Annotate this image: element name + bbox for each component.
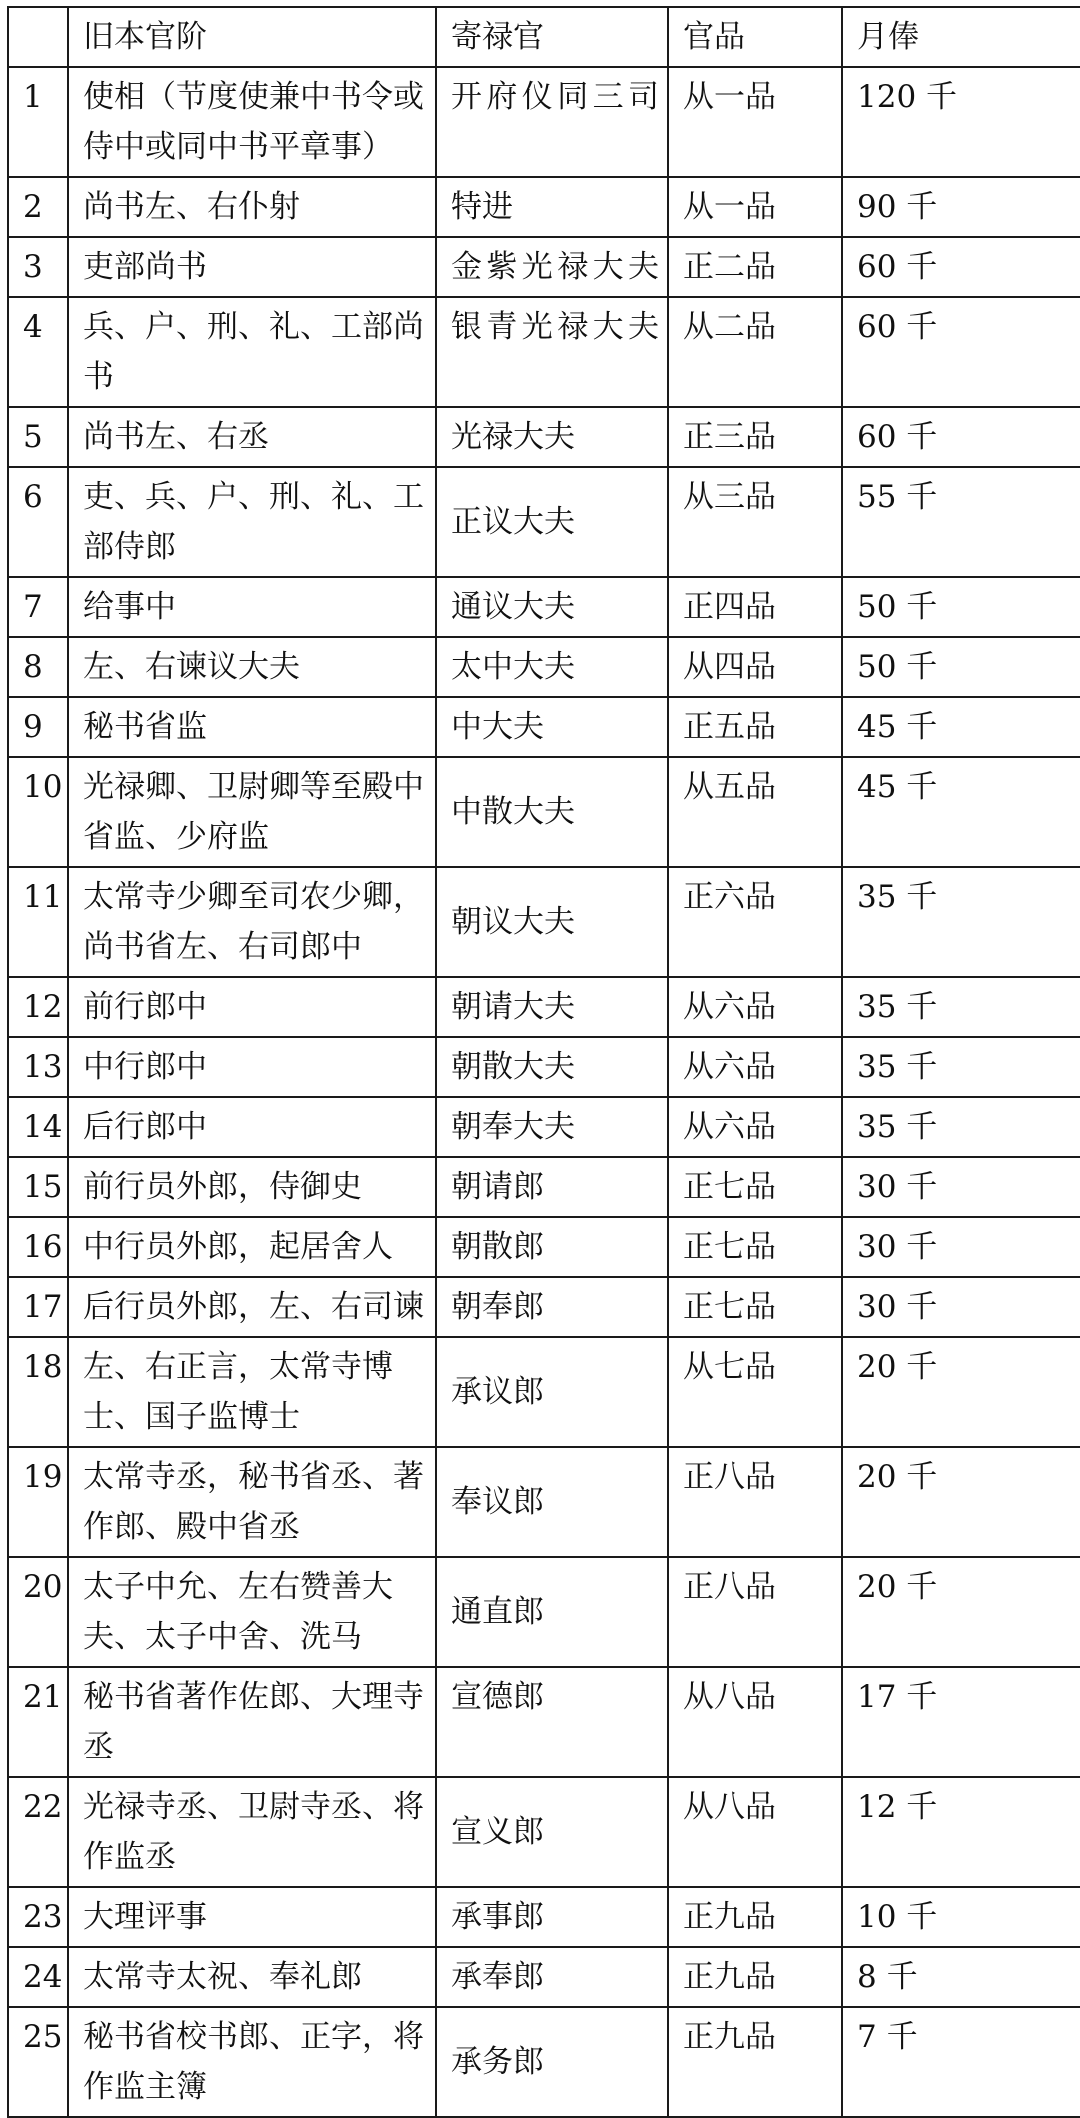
row-index: 16 xyxy=(8,1217,68,1277)
title-cell: 通议大夫 xyxy=(436,577,668,637)
table-row xyxy=(8,1777,1080,1887)
grade-cell: 正三品 xyxy=(668,407,842,467)
table-row xyxy=(8,67,1080,177)
grade-cell: 从五品 xyxy=(668,757,842,867)
title-cell: 通直郎 xyxy=(436,1557,668,1667)
grade-cell: 正八品 xyxy=(668,1557,842,1667)
old-rank-cell: 尚书左、右仆射 xyxy=(68,177,436,237)
table-row xyxy=(8,757,1080,867)
grade-cell: 正六品 xyxy=(668,867,842,977)
title-cell: 宣德郎 xyxy=(436,1667,668,1777)
grade-cell: 从八品 xyxy=(668,1667,842,1777)
table-row xyxy=(8,867,1080,977)
row-index: 23 xyxy=(8,1887,68,1947)
title-cell: 朝奉郎 xyxy=(436,1277,668,1337)
grade-cell: 从二品 xyxy=(668,297,842,407)
officials-table xyxy=(7,6,1080,2118)
table-row xyxy=(8,697,1080,757)
title-cell: 承事郎 xyxy=(436,1887,668,1947)
row-index: 8 xyxy=(8,637,68,697)
old-rank-cell: 左、右正言，太常寺博士、国子监博士 xyxy=(68,1337,436,1447)
old-rank-cell: 吏部尚书 xyxy=(68,237,436,297)
grade-cell: 正九品 xyxy=(668,1947,842,2007)
table-row xyxy=(8,1887,1080,1947)
old-rank-cell: 太常寺丞，秘书省丞、著作郎、殿中省丞 xyxy=(68,1447,436,1557)
salary-cell: 30 千 xyxy=(842,1277,1080,1337)
table-row xyxy=(8,177,1080,237)
title-cell: 太中大夫 xyxy=(436,637,668,697)
old-rank-cell: 吏、兵、户、刑、礼、工部侍郎 xyxy=(68,467,436,577)
table-row xyxy=(8,1447,1080,1557)
title-cell: 宣义郎 xyxy=(436,1777,668,1887)
header-old-rank: 旧本官阶 xyxy=(68,7,436,67)
title-cell: 朝散大夫 xyxy=(436,1037,668,1097)
old-rank-cell: 太常寺少卿至司农少卿，尚书省左、右司郎中 xyxy=(68,867,436,977)
grade-cell: 正七品 xyxy=(668,1217,842,1277)
grade-cell: 从三品 xyxy=(668,467,842,577)
grade-cell: 正九品 xyxy=(668,1887,842,1947)
grade-cell: 从六品 xyxy=(668,1097,842,1157)
salary-cell: 60 千 xyxy=(842,297,1080,407)
table-row xyxy=(8,1037,1080,1097)
grade-cell: 正五品 xyxy=(668,697,842,757)
salary-cell: 12 千 xyxy=(842,1777,1080,1887)
table-row xyxy=(8,407,1080,467)
header-salary: 月俸 xyxy=(842,7,1080,67)
old-rank-cell: 大理评事 xyxy=(68,1887,436,1947)
title-cell: 朝议大夫 xyxy=(436,867,668,977)
salary-cell: 8 千 xyxy=(842,1947,1080,2007)
old-rank-cell: 给事中 xyxy=(68,577,436,637)
table-row xyxy=(8,237,1080,297)
table-row xyxy=(8,1947,1080,2007)
old-rank-cell: 尚书左、右丞 xyxy=(68,407,436,467)
salary-cell: 60 千 xyxy=(842,237,1080,297)
table-row xyxy=(8,467,1080,577)
old-rank-cell: 前行郎中 xyxy=(68,977,436,1037)
salary-cell: 30 千 xyxy=(842,1157,1080,1217)
table-row xyxy=(8,1217,1080,1277)
table-row xyxy=(8,1157,1080,1217)
table-row xyxy=(8,577,1080,637)
salary-cell: 30 千 xyxy=(842,1217,1080,1277)
row-index: 15 xyxy=(8,1157,68,1217)
old-rank-cell: 光禄寺丞、卫尉寺丞、将作监丞 xyxy=(68,1777,436,1887)
header-index xyxy=(8,7,68,67)
row-index: 5 xyxy=(8,407,68,467)
old-rank-cell: 中行郎中 xyxy=(68,1037,436,1097)
row-index: 17 xyxy=(8,1277,68,1337)
grade-cell: 从七品 xyxy=(668,1337,842,1447)
row-index: 22 xyxy=(8,1777,68,1887)
title-cell: 朝请郎 xyxy=(436,1157,668,1217)
salary-cell: 35 千 xyxy=(842,977,1080,1037)
table-row xyxy=(8,977,1080,1037)
title-cell: 正议大夫 xyxy=(436,467,668,577)
row-index: 10 xyxy=(8,757,68,867)
title-cell: 朝散郎 xyxy=(436,1217,668,1277)
grade-cell: 正四品 xyxy=(668,577,842,637)
old-rank-cell: 太子中允、左右赞善大夫、太子中舍、洗马 xyxy=(68,1557,436,1667)
grade-cell: 正七品 xyxy=(668,1277,842,1337)
row-index: 12 xyxy=(8,977,68,1037)
title-cell: 承议郎 xyxy=(436,1337,668,1447)
salary-cell: 17 千 xyxy=(842,1667,1080,1777)
header-row xyxy=(8,7,1080,67)
row-index: 21 xyxy=(8,1667,68,1777)
table-row xyxy=(8,1277,1080,1337)
grade-cell: 正七品 xyxy=(668,1157,842,1217)
row-index: 24 xyxy=(8,1947,68,2007)
salary-cell: 35 千 xyxy=(842,1037,1080,1097)
grade-cell: 从六品 xyxy=(668,977,842,1037)
title-cell: 金紫光禄大夫 xyxy=(436,237,668,297)
title-cell: 朝请大夫 xyxy=(436,977,668,1037)
salary-cell: 45 千 xyxy=(842,697,1080,757)
title-cell: 开府仪同三司 xyxy=(436,67,668,177)
old-rank-cell: 秘书省监 xyxy=(68,697,436,757)
salary-cell: 60 千 xyxy=(842,407,1080,467)
old-rank-cell: 后行员外郎，左、右司谏 xyxy=(68,1277,436,1337)
row-index: 9 xyxy=(8,697,68,757)
salary-cell: 55 千 xyxy=(842,467,1080,577)
row-index: 2 xyxy=(8,177,68,237)
salary-cell: 35 千 xyxy=(842,1097,1080,1157)
old-rank-cell: 中行员外郎，起居舍人 xyxy=(68,1217,436,1277)
row-index: 19 xyxy=(8,1447,68,1557)
salary-cell: 20 千 xyxy=(842,1447,1080,1557)
salary-cell: 20 千 xyxy=(842,1557,1080,1667)
old-rank-cell: 兵、户、刑、礼、工部尚书 xyxy=(68,297,436,407)
row-index: 6 xyxy=(8,467,68,577)
salary-cell: 50 千 xyxy=(842,637,1080,697)
salary-cell: 90 千 xyxy=(842,177,1080,237)
row-index: 4 xyxy=(8,297,68,407)
row-index: 7 xyxy=(8,577,68,637)
title-cell: 光禄大夫 xyxy=(436,407,668,467)
row-index: 20 xyxy=(8,1557,68,1667)
table-row xyxy=(8,1667,1080,1777)
old-rank-cell: 太常寺太祝、奉礼郎 xyxy=(68,1947,436,2007)
title-cell: 中散大夫 xyxy=(436,757,668,867)
row-index: 11 xyxy=(8,867,68,977)
salary-cell: 120 千 xyxy=(842,67,1080,177)
old-rank-cell: 光禄卿、卫尉卿等至殿中省监、少府监 xyxy=(68,757,436,867)
title-cell: 银青光禄大夫 xyxy=(436,297,668,407)
old-rank-cell: 后行郎中 xyxy=(68,1097,436,1157)
salary-cell: 45 千 xyxy=(842,757,1080,867)
table-row xyxy=(8,1557,1080,1667)
grade-cell: 正二品 xyxy=(668,237,842,297)
old-rank-cell: 使相（节度使兼中书令或侍中或同中书平章事） xyxy=(68,67,436,177)
title-cell: 中大夫 xyxy=(436,697,668,757)
old-rank-cell: 左、右谏议大夫 xyxy=(68,637,436,697)
salary-cell: 7 千 xyxy=(842,2007,1080,2117)
row-index: 14 xyxy=(8,1097,68,1157)
title-cell: 奉议郎 xyxy=(436,1447,668,1557)
table-row xyxy=(8,1097,1080,1157)
title-cell: 特进 xyxy=(436,177,668,237)
grade-cell: 从六品 xyxy=(668,1037,842,1097)
title-cell: 承奉郎 xyxy=(436,1947,668,2007)
old-rank-cell: 秘书省校书郎、正字，将作监主簿 xyxy=(68,2007,436,2117)
grade-cell: 正八品 xyxy=(668,1447,842,1557)
grade-cell: 从一品 xyxy=(668,67,842,177)
salary-cell: 10 千 xyxy=(842,1887,1080,1947)
row-index: 13 xyxy=(8,1037,68,1097)
grade-cell: 从四品 xyxy=(668,637,842,697)
row-index: 25 xyxy=(8,2007,68,2117)
grade-cell: 从八品 xyxy=(668,1777,842,1887)
header-grade: 官品 xyxy=(668,7,842,67)
grade-cell: 从一品 xyxy=(668,177,842,237)
old-rank-cell: 秘书省著作佐郎、大理寺丞 xyxy=(68,1667,436,1777)
title-cell: 朝奉大夫 xyxy=(436,1097,668,1157)
table-row xyxy=(8,637,1080,697)
row-index: 3 xyxy=(8,237,68,297)
salary-cell: 35 千 xyxy=(842,867,1080,977)
table-row xyxy=(8,297,1080,407)
salary-cell: 50 千 xyxy=(842,577,1080,637)
title-cell: 承务郎 xyxy=(436,2007,668,2117)
grade-cell: 正九品 xyxy=(668,2007,842,2117)
row-index: 1 xyxy=(8,67,68,177)
row-index: 18 xyxy=(8,1337,68,1447)
table-row xyxy=(8,1337,1080,1447)
header-title: 寄禄官 xyxy=(436,7,668,67)
old-rank-cell: 前行员外郎，侍御史 xyxy=(68,1157,436,1217)
table-row xyxy=(8,2007,1080,2117)
salary-cell: 20 千 xyxy=(842,1337,1080,1447)
